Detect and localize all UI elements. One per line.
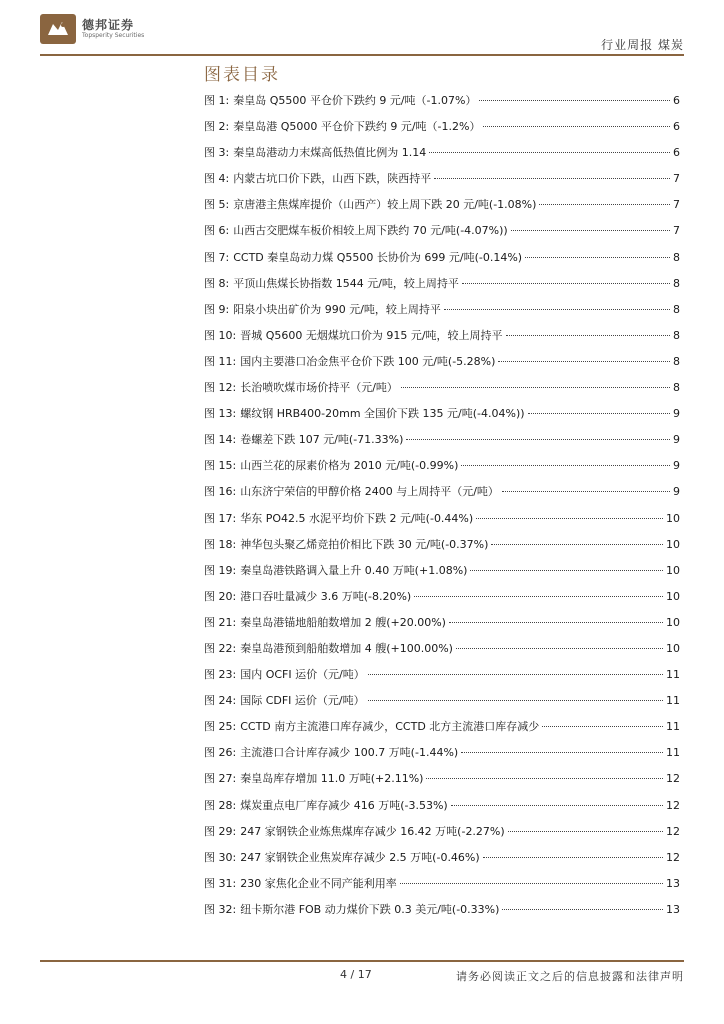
toc-entry[interactable] <box>204 875 680 901</box>
toc-entry-number: 图 4: <box>204 172 230 186</box>
toc-entry-title: 秦皇岛港铁路调入量上升 0.40 万吨(+1.08%) <box>240 563 468 577</box>
toc-leader-dots <box>528 413 670 414</box>
toc-entry-page: 11 <box>666 668 680 682</box>
toc-entry-number: 图 21: <box>204 615 237 629</box>
toc-entry[interactable] <box>204 379 680 405</box>
toc-entry-number: 图 26: <box>204 746 237 760</box>
page-header <box>40 10 684 56</box>
toc-entry-number: 图 12: <box>204 381 237 395</box>
toc-leader-dots <box>400 883 663 884</box>
toc-entry-page: 11 <box>666 694 680 708</box>
toc-entry-title: 主流港口合计库存减少 100.7 万吨(-1.44%) <box>240 746 459 760</box>
toc-entry-title: 230 家焦化企业不同产能利用率 <box>240 876 397 890</box>
toc-entry-number: 图 11: <box>204 354 237 368</box>
toc-entry[interactable] <box>204 301 680 327</box>
toc-entry-number: 图 13: <box>204 407 237 421</box>
toc-entry[interactable] <box>204 170 680 196</box>
toc-leader-dots <box>511 230 670 231</box>
toc-entry[interactable] <box>204 666 680 692</box>
toc-entry-page: 7 <box>673 224 680 238</box>
toc-leader-dots <box>539 204 670 205</box>
toc-entry-title: 螺纹钢 HRB400-20mm 全国价下跌 135 元/吨(-4.04%)) <box>240 407 525 421</box>
page-number: 4 / 17 <box>340 968 372 981</box>
toc-entry-page: 10 <box>666 589 680 603</box>
brand-name-en: Topsperity Securities <box>82 32 145 39</box>
toc-entry[interactable] <box>204 718 680 744</box>
toc-entry-page: 12 <box>666 798 680 812</box>
toc-entry-page: 8 <box>673 302 680 316</box>
toc-entry-title: 国际 CDFI 运价（元/吨） <box>240 694 365 708</box>
toc-leader-dots <box>414 596 663 597</box>
toc-entry[interactable] <box>204 196 680 222</box>
toc-entry-number: 图 6: <box>204 224 230 238</box>
toc-entry-title: 山西古交肥煤车板价相较上周下跌约 70 元/吨(-4.07%)) <box>233 224 508 238</box>
brand-logo-icon <box>40 14 76 44</box>
toc-leader-dots <box>456 648 663 649</box>
toc-entry-number: 图 24: <box>204 694 237 708</box>
toc-entry-number: 图 30: <box>204 850 237 864</box>
header-divider <box>40 54 684 56</box>
brand-name-cn: 德邦证券 <box>82 18 135 32</box>
toc-entry-page: 6 <box>673 120 680 134</box>
toc-entry-page: 7 <box>673 198 680 212</box>
toc-entry[interactable] <box>204 92 680 118</box>
toc-entry-number: 图 20: <box>204 589 237 603</box>
toc-entry-page: 12 <box>666 850 680 864</box>
toc-leader-dots <box>406 439 670 440</box>
toc-entry-page: 8 <box>673 328 680 342</box>
toc-entry-number: 图 15: <box>204 459 237 473</box>
toc-entry[interactable] <box>204 901 680 927</box>
toc-entry-number: 图 32: <box>204 902 237 916</box>
toc-entry-page: 13 <box>666 902 680 916</box>
toc-entry-number: 图 5: <box>204 198 230 212</box>
toc-leader-dots <box>483 126 670 127</box>
toc-entry-page: 7 <box>673 172 680 186</box>
toc-leader-dots <box>451 805 663 806</box>
toc-leader-dots <box>542 726 663 727</box>
toc-leader-dots <box>525 257 670 258</box>
toc-entry-title: 秦皇岛港动力末煤高低热值比例为 1.14 <box>233 146 427 160</box>
toc-entry-page: 6 <box>673 94 680 107</box>
toc-leader-dots <box>502 909 663 910</box>
toc-entry-number: 图 27: <box>204 772 237 786</box>
toc-entry[interactable] <box>204 744 680 770</box>
toc-entry[interactable] <box>204 275 680 301</box>
toc-entry[interactable] <box>204 692 680 718</box>
toc-entry[interactable] <box>204 640 680 666</box>
toc-entry-page: 6 <box>673 146 680 160</box>
toc-entry-title: 纽卡斯尔港 FOB 动力煤价下跌 0.3 美元/吨(-0.33%) <box>240 902 500 916</box>
toc-leader-dots <box>401 387 670 388</box>
toc-leader-dots <box>461 465 670 466</box>
toc-entry-page: 8 <box>673 276 680 290</box>
toc-entry-title: 京唐港主焦煤库提价（山西产）较上周下跌 20 元/吨(-1.08%) <box>233 198 537 212</box>
toc-entry-title: CCTD 南方主流港口库存减少，CCTD 北方主流港口库存减少 <box>240 720 540 734</box>
toc-entry-page: 8 <box>673 381 680 395</box>
toc-entry-title: 煤炭重点电厂库存减少 416 万吨(-3.53%) <box>240 798 448 812</box>
toc-entry-number: 图 22: <box>204 641 237 655</box>
toc-entry[interactable] <box>204 797 680 823</box>
toc-entry-title: 平顶山焦煤长协指数 1544 元/吨，较上周持平 <box>233 276 459 290</box>
toc-entry-number: 图 2: <box>204 120 230 134</box>
toc-entry-number: 图 1: <box>204 94 230 107</box>
toc-entry-title: 神华包头聚乙烯竞拍价相比下跌 30 元/吨(-0.37%) <box>240 537 489 551</box>
toc-leader-dots <box>426 778 663 779</box>
toc-entry-title: 秦皇岛港预到船舶数增加 4 艘(+100.00%) <box>240 641 453 655</box>
toc-entry[interactable] <box>204 118 680 144</box>
toc-entry[interactable] <box>204 483 680 509</box>
toc-entry-title: 山东济宁荣信的甲醇价格 2400 与上周持平（元/吨） <box>240 485 499 499</box>
toc-entry-title: 247 家钢铁企业炼焦煤库存减少 16.42 万吨(-2.27%) <box>240 824 505 838</box>
toc-entry-title: CCTD 秦皇岛动力煤 Q5500 长协价为 699 元/吨(-0.14%) <box>233 250 523 264</box>
toc-leader-dots <box>508 831 663 832</box>
toc-entry[interactable] <box>204 770 680 796</box>
toc-entry[interactable] <box>204 457 680 483</box>
toc-entry-page: 9 <box>673 433 680 447</box>
toc-entry[interactable] <box>204 222 680 248</box>
toc-entry-title: 港口吞吐量减少 3.6 万吨(-8.20%) <box>240 589 412 603</box>
toc-leader-dots <box>483 857 663 858</box>
toc-entry-page: 10 <box>666 615 680 629</box>
toc-entry[interactable] <box>204 353 680 379</box>
toc-entry-page: 11 <box>666 720 680 734</box>
toc-entry[interactable] <box>204 614 680 640</box>
toc-entry-page: 9 <box>673 485 680 499</box>
toc-leader-dots <box>429 152 670 153</box>
toc-entry-title: 秦皇岛港 Q5000 平仓价下跌约 9 元/吨（-1.2%） <box>233 120 481 134</box>
toc-leader-dots <box>449 622 663 623</box>
toc-entry-title: 国内主要港口冶金焦平仓价下跌 100 元/吨(-5.28%) <box>240 354 496 368</box>
toc-entry-title: 阳泉小块出矿价为 990 元/吨，较上周持平 <box>233 302 441 316</box>
toc-entry-title: 秦皇岛 Q5500 平仓价下跌约 9 元/吨（-1.07%） <box>233 94 477 107</box>
toc-entry-page: 8 <box>673 250 680 264</box>
toc-entry[interactable] <box>204 562 680 588</box>
toc-entry-number: 图 10: <box>204 328 237 342</box>
toc-entry-page: 10 <box>666 511 680 525</box>
toc-entry-page: 13 <box>666 876 680 890</box>
toc-entry-title: 晋城 Q5600 无烟煤坑口价为 915 元/吨，较上周持平 <box>240 328 503 342</box>
toc-entry-number: 图 7: <box>204 250 230 264</box>
toc-entry[interactable] <box>204 823 680 849</box>
toc-leader-dots <box>502 491 670 492</box>
toc-entry-number: 图 9: <box>204 302 230 316</box>
toc-title: 图表目录 <box>204 65 280 85</box>
toc-list <box>204 92 680 927</box>
toc-entry-title: 国内 OCFI 运价（元/吨） <box>240 668 365 682</box>
toc-leader-dots <box>491 544 663 545</box>
toc-entry-page: 12 <box>666 772 680 786</box>
toc-entry-number: 图 25: <box>204 720 237 734</box>
toc-entry[interactable] <box>204 327 680 353</box>
toc-entry-number: 图 14: <box>204 433 237 447</box>
toc-leader-dots <box>470 570 663 571</box>
toc-leader-dots <box>444 309 670 310</box>
toc-entry-number: 图 3: <box>204 146 230 160</box>
toc-entry-page: 10 <box>666 563 680 577</box>
toc-entry-title: 247 家钢铁企业焦炭库存减少 2.5 万吨(-0.46%) <box>240 850 480 864</box>
toc-entry-page: 12 <box>666 824 680 838</box>
toc-entry-title: 秦皇岛库存增加 11.0 万吨(+2.11%) <box>240 772 424 786</box>
brand-logo <box>40 14 144 44</box>
toc-entry-title: 山西兰花的尿素价格为 2010 元/吨(-0.99%) <box>240 459 459 473</box>
toc-leader-dots <box>434 178 670 179</box>
toc-leader-dots <box>368 700 663 701</box>
toc-entry[interactable] <box>204 849 680 875</box>
toc-entry-title: 长治喷吹煤市场价持平（元/吨） <box>240 381 398 395</box>
toc-entry-page: 11 <box>666 746 680 760</box>
toc-entry[interactable] <box>204 144 680 170</box>
toc-entry-title: 秦皇岛港锚地船舶数增加 2 艘(+20.00%) <box>240 615 446 629</box>
toc-entry-number: 图 17: <box>204 511 237 525</box>
toc-entry-number: 图 28: <box>204 798 237 812</box>
legal-disclaimer: 请务必阅读正文之后的信息披露和法律声明 <box>456 970 684 983</box>
toc-leader-dots <box>368 674 663 675</box>
toc-entry[interactable] <box>204 588 680 614</box>
toc-leader-dots <box>476 518 663 519</box>
toc-leader-dots <box>479 100 670 101</box>
toc-entry-number: 图 18: <box>204 537 237 551</box>
toc-entry[interactable] <box>204 405 680 431</box>
toc-entry-number: 图 23: <box>204 668 237 682</box>
toc-entry-page: 10 <box>666 641 680 655</box>
toc-entry-number: 图 8: <box>204 276 230 290</box>
toc-entry-title: 卷螺差下跌 107 元/吨(-71.33%) <box>240 433 404 447</box>
toc-entry[interactable] <box>204 431 680 457</box>
toc-leader-dots <box>461 752 663 753</box>
toc-entry-number: 图 16: <box>204 485 237 499</box>
toc-entry-number: 图 19: <box>204 563 237 577</box>
toc-entry[interactable] <box>204 536 680 562</box>
toc-entry[interactable] <box>204 510 680 536</box>
footer-divider <box>40 960 684 962</box>
toc-entry-page: 10 <box>666 537 680 551</box>
toc-entry-number: 图 29: <box>204 824 237 838</box>
toc-entry[interactable] <box>204 249 680 275</box>
toc-entry-title: 华东 PO42.5 水泥平均价下跌 2 元/吨(-0.44%) <box>240 511 474 525</box>
toc-entry-number: 图 31: <box>204 876 237 890</box>
toc-entry-page: 9 <box>673 459 680 473</box>
toc-entry-page: 8 <box>673 354 680 368</box>
toc-entry-page: 9 <box>673 407 680 421</box>
report-category: 行业周报 煤炭 <box>601 38 684 52</box>
toc-leader-dots <box>462 283 670 284</box>
toc-leader-dots <box>498 361 670 362</box>
toc-entry-title: 内蒙古坑口价下跌，山西下跌，陕西持平 <box>233 172 432 186</box>
toc-leader-dots <box>506 335 670 336</box>
